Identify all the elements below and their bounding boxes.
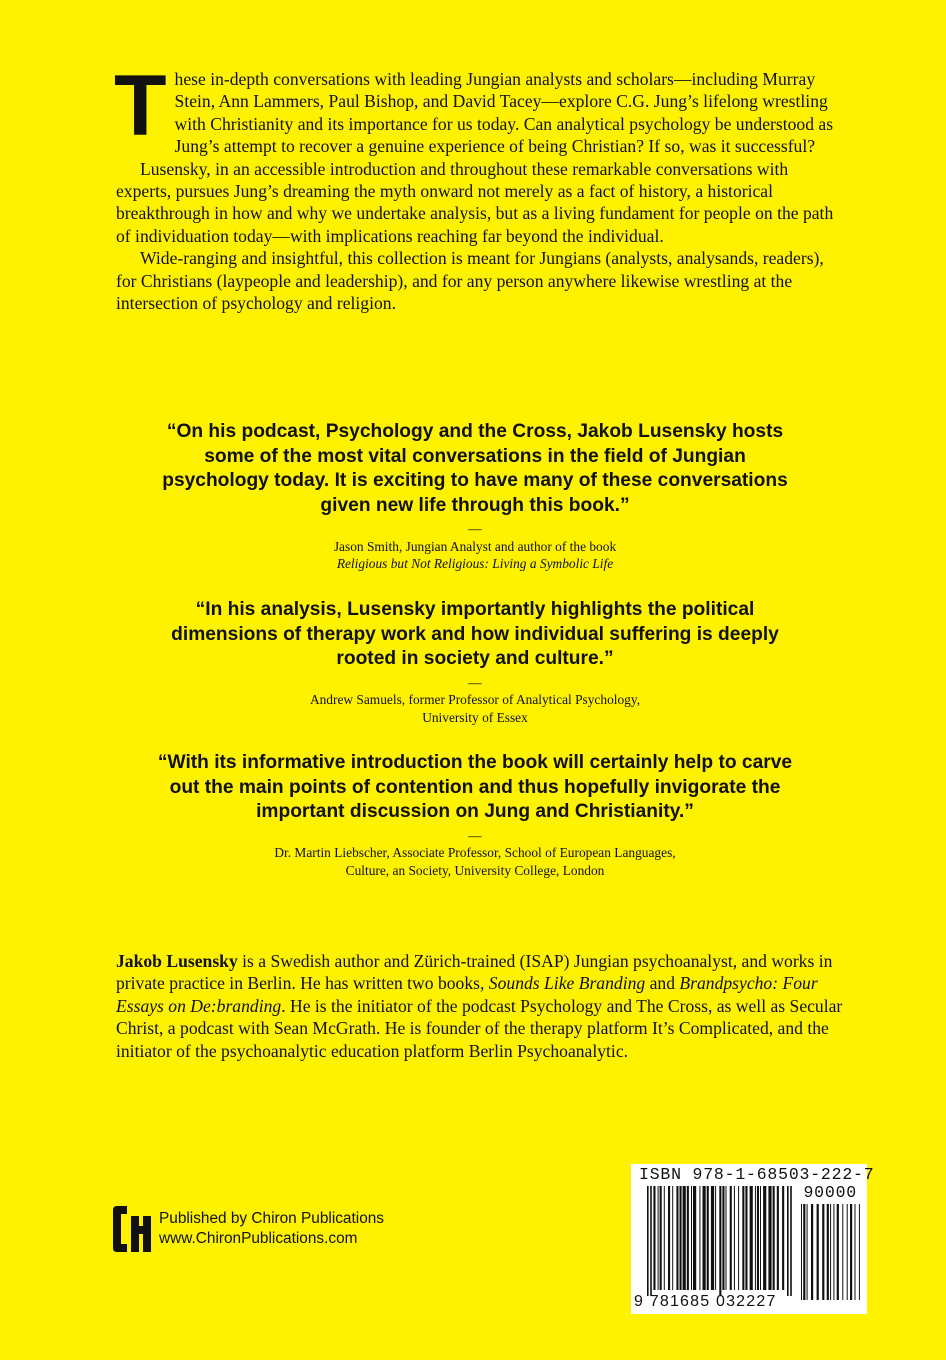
barcode-bar [837,1204,839,1300]
barcode-bar [822,1204,824,1300]
endorsement-dash: — [468,521,482,536]
chiron-logo-icon [111,1206,151,1252]
barcode-bar [745,1186,747,1290]
barcode-bar [660,1186,662,1290]
barcode-bar [803,1204,805,1300]
barcode-bar [691,1186,692,1290]
attribution-line-2: Culture, an Society, University College, London [345,862,605,878]
author-name: Jakob Lusensky [116,951,238,971]
barcode-bar [738,1186,739,1290]
barcode-bar [827,1204,829,1300]
barcode-bar [711,1186,714,1290]
barcode-bar [676,1186,678,1290]
barcode-bar [750,1186,753,1290]
publisher-name: Published by Chiron Publications [159,1210,385,1227]
barcode-bar [787,1186,789,1296]
ean-number: 9 781685 032227 [634,1293,777,1310]
endorsement-2 [150,598,800,726]
isbn-number: ISBN 978-1-68503-222-7 [639,1165,875,1184]
barcode-bar [817,1204,819,1300]
publisher-url[interactable]: www.ChironPublications.com [159,1230,358,1247]
barcode-bar [672,1186,673,1290]
barcode-bar [693,1186,696,1290]
drop-cap: T [114,58,167,154]
barcode-bar [830,1204,831,1300]
barcode-bar [768,1186,771,1290]
description-paragraph-1 [114,58,841,158]
barcode-bar [715,1186,716,1290]
barcode-bar [647,1186,649,1296]
barcode-bar [742,1186,744,1290]
publisher-info [111,1206,384,1252]
barcode-bar [658,1186,659,1290]
price-code: 90000 [803,1183,857,1202]
endorsement-3 [150,751,800,879]
endorsement-dash: — [468,827,482,843]
bio-text-b: and [645,973,680,994]
barcode-bar [726,1186,727,1290]
attribution-book-title: Religious but Not Religious: Living a Symbolic Life [336,556,614,571]
barcode-bar [782,1186,784,1290]
barcode-bar [683,1186,686,1290]
barcode-bar [664,1186,665,1290]
barcode-bar [680,1186,682,1290]
publisher-text [159,1209,384,1249]
barcode-bar [730,1186,732,1290]
barcode-bar [650,1186,652,1296]
isbn-barcode [631,1164,875,1314]
barcode-bar [850,1204,852,1300]
endorsement-1 [150,420,800,573]
barcode-bar [653,1186,655,1290]
attribution-line-1: Dr. Martin Liebscher, Associate Professor, School of European Languages, [274,845,676,860]
barcode-bar [807,1204,808,1300]
barcode-bar [777,1186,779,1290]
barcode-bar [687,1186,689,1290]
endorsement-attribution [150,844,800,879]
endorsement-quote: “On his podcast, Psychology and the Cross, Jakob Lusensky hosts some of the most vital conversations in the field of Jungian psychology today. It is exciting to have many of these conversations given new life through this book.” [162,421,788,516]
barcode-bar [707,1186,709,1290]
barcode-bar [703,1186,706,1290]
barcode-bar [859,1204,860,1300]
barcode-bar [790,1186,792,1296]
barcode-bar [763,1186,766,1290]
endorsement-dash: — [468,674,482,690]
author-bio-paragraph [116,950,846,1062]
description-paragraph-3: Wide-ranging and insightful, this collection is meant for Jungians (analysts, analysands, readers), for Christians (laypeople and leadership), and for any person anywhere likewise wrestling at the intersection of psychology and religion. [116,248,824,314]
barcode-bar [757,1186,759,1290]
barcode-bar [668,1186,670,1290]
barcode-bar [755,1186,756,1290]
endorsement-attribution [150,538,800,573]
bio-text-a: is a Swedish author and Zürich-trained (ISAP) Jungian psychoanalyst, and works in private practice in Berlin. He has written two books, [116,951,833,994]
barcode-bar [773,1186,775,1290]
attribution-line-1: Jason Smith, Jungian Analyst and author of the book [333,538,617,554]
book-description [114,58,841,314]
barcode-bar [811,1204,813,1300]
endorsement-quote: “In his analysis, Lusensky importantly highlights the political dimensions of therapy work and how individual suffering is deeply rooted in society and culture.” [171,599,779,669]
barcode-bar [722,1186,724,1290]
barcode-bar [842,1204,843,1300]
barcode-bar [719,1186,721,1296]
endorsement-quote: “With its informative introduction the book will certainly help to carve out the main points of contention and thus hopefully invigorate the important discussion on Jung and Christianity.” [157,752,793,822]
barcode-bar [699,1186,700,1290]
book-title-2: Brandpsycho: Four Essays on De:branding [116,973,818,1016]
barcode-bar [833,1204,834,1300]
barcode-bar [855,1204,856,1300]
attribution-line-2: University of Essex [422,709,528,725]
description-text-1: hese in-depth conversations with leading Jungian analysts and scholars—including Murray Stein, Ann Lammers, Paul Bishop, and David Tacey—explore C.G. Jung’s lifelong wrestling with Christianity and its importance for us today. Can analytical psychology be understood as Jung’s attempt to recover a genuine experience of being Christian? If so, was it successful? [174,69,834,157]
attribution-line-1: Andrew Samuels, former Professor of Analytical Psychology, [309,692,641,707]
bio-text-c: . He is the initiator of the podcast Psychology and The Cross, as well as Secular Christ, a podcast with Sean McGrath. He is founder of the therapy platform It’s Complicated, and the initiator of the psychoanalytic education platform Berlin Psychoanalytic. [116,995,843,1061]
barcode-bar [760,1186,761,1290]
description-paragraph-2: Lusensky, in an accessible introduction and throughout these remarkable conversations with experts, pursues Jung’s dreaming the myth onward not merely as a fact of history, a historical breakthrough in how and why we undertake analysis, but as a living fundament for people on the path of individuation today—with implications reaching far beyond the individual. [116,158,834,246]
author-bio [116,950,846,1062]
endorsement-attribution [150,691,800,726]
barcode-bar [801,1204,802,1300]
barcode-bar [847,1204,848,1300]
book-title-1: Sounds Like Branding [488,973,646,994]
barcode-bar [734,1186,735,1290]
